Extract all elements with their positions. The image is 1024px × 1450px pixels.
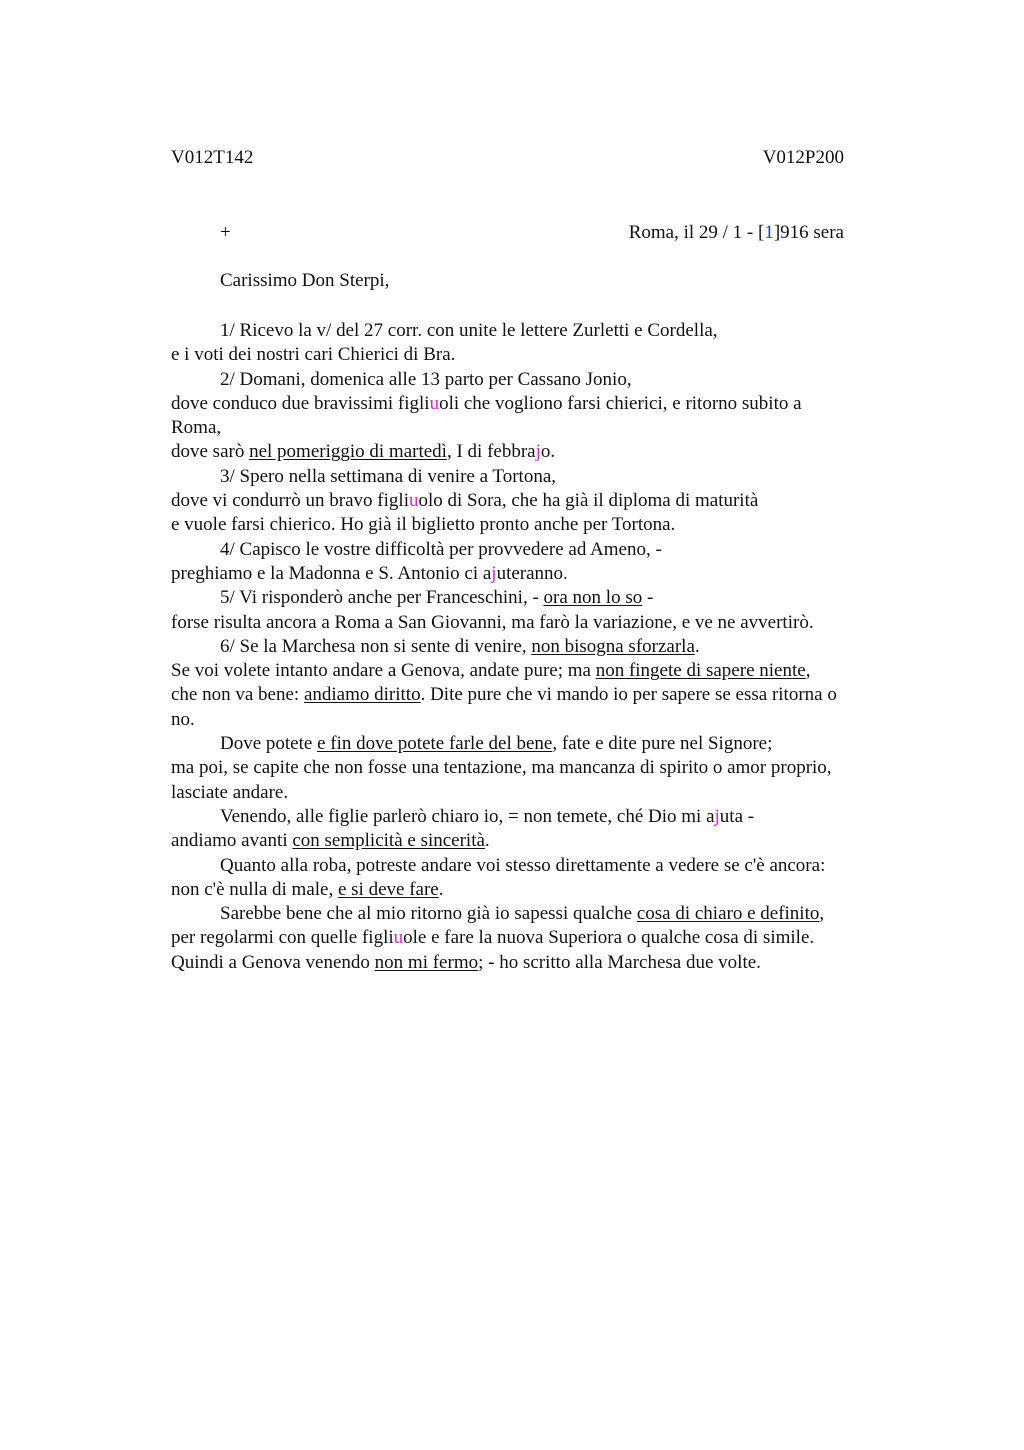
text-segment: . [694,635,700,657]
editorial-letter: j [714,805,720,827]
text-segment: . Dite pure che vi mando io per sapere se essa ritorna o [420,684,837,706]
text-segment: dove vi condurrò un bravo figli [171,490,409,512]
letter-line [171,465,901,489]
text-segment: ; - ho scritto alla Marchesa due volte. [478,951,761,973]
text-segment: ole e fare la nuova Superiora o qualche cosa di simile. [403,927,815,949]
letter-line [171,926,901,950]
letter-line [171,392,901,416]
text-segment: no. [171,708,195,730]
letter-line [171,368,901,392]
letter-line [171,635,901,659]
text-segment: preghiamo e la Madonna e S. Antonio ci a [171,562,492,584]
text-segment: oli che vogliono farsi chierici, e ritorno subito a [439,392,802,414]
text-segment: ma poi, se capite che non fosse una tentazione, ma mancanza di spirito o amor proprio, [171,757,832,779]
letter-line [171,319,901,343]
letter-line [171,683,901,707]
text-segment: . [484,830,490,852]
editorial-letter: u [429,392,440,414]
letter-line [171,513,901,537]
letter-line [171,562,901,586]
text-segment: dove sarò [171,441,250,463]
text-segment: 5/ Vi risponderò anche per Franceschini, - [220,587,544,609]
underlined-text: non fingete di sapere niente [595,660,806,682]
text-segment: dove conduco due bravissimi figli [171,392,430,414]
text-segment: - [642,587,654,609]
text-segment: 1/ Ricevo la v/ del 27 corr. con unite le lettere Zurletti e Cordella, [220,320,718,341]
document-code-left: V012T142 [171,147,254,168]
text-segment: olo di Sora, che ha già il diploma di maturità [418,490,759,512]
underlined-text: non mi fermo [374,951,479,973]
text-segment: per regolarmi con quelle figli [171,927,394,949]
text-segment: e vuole farsi chierico. Ho già il biglietto pronto anche per Tortona. [171,514,676,536]
text-segment: forse risulta ancora a Roma a San Giovanni, ma farò la variazione, e ve ne avvertirò. [171,611,814,633]
letter-line [171,732,901,756]
text-segment: , [805,660,811,682]
text-segment: che non va bene: [171,684,304,706]
text-segment: Dove potete [220,733,318,755]
letter-body [171,319,901,975]
text-segment: , [819,903,825,925]
editorial-letter: u [408,490,419,512]
text-segment: , I di febbra [446,441,536,463]
text-segment: Quindi a Genova venendo [171,951,375,973]
underlined-text: ora non lo so [543,587,643,609]
text-segment: lasciate andare. [171,781,289,803]
dateline-restored-digit: 1 [764,222,774,243]
text-segment: Se voi volete intanto andare a Genova, andate pure; ma [171,660,596,682]
dateline-before: Roma, il 29 / 1 - [ [628,222,765,243]
text-segment: uta - [719,805,755,827]
underlined-text: con semplicità e sincerità [292,830,485,852]
text-segment: 2/ Domani, domenica alle 13 parto per Cassano Jonio, [220,368,632,390]
dateline-after: ]916 sera [773,222,844,243]
editorial-letter: j [491,562,497,584]
letter-line [171,805,901,829]
underlined-text: e si deve fare [337,878,439,900]
text-segment: 3/ Spero nella settimana di venire a Tortona, [220,465,556,487]
text-segment: uteranno. [496,562,568,584]
letter-line [171,781,901,805]
text-segment: non c'è nulla di male, [171,878,338,900]
text-segment: Sarebbe bene che al mio ritorno già io sapessi qualche [220,903,637,925]
text-segment: . [438,878,444,900]
editorial-letter: u [393,927,404,949]
salutation: Carissimo Don Sterpi, [220,270,390,291]
editorial-letter: j [535,441,541,463]
text-segment: o. [540,441,556,463]
letter-line [171,489,901,513]
text-segment: andiamo avanti [171,830,293,852]
letter-line [171,854,901,878]
text-segment: e i voti dei nostri cari Chierici di Bra. [171,344,456,366]
cross-symbol: + [220,222,231,243]
letter-line [171,440,901,464]
letter-line [171,756,901,780]
underlined-text: nel pomeriggio di martedì [249,441,447,463]
letter-line [171,343,901,367]
text-segment: Roma, [171,417,222,439]
text-segment: Quanto alla roba, potreste andare voi stesso direttamente a vedere se c'è ancora: [220,854,826,876]
letter-line [171,416,901,440]
letter-line [171,586,901,610]
letter-line [171,902,901,926]
text-segment: , fate e dite pure nel Signore; [552,733,773,755]
letter-line [171,538,901,562]
dateline [629,222,844,244]
underlined-text: non bisogna sforzarla [531,635,695,657]
text-segment: 4/ Capisco le vostre difficoltà per provvedere ad Ameno, - [220,538,662,560]
letter-line [171,878,901,902]
underlined-text: cosa di chiaro e definito [636,903,820,925]
text-segment: 6/ Se la Marchesa non si sente di venire, [220,635,532,657]
underlined-text: andiamo diritto [303,684,421,706]
letter-line [171,659,901,683]
letter-line [171,611,901,635]
document-code-right: V012P200 [762,147,844,168]
text-segment: Venendo, alle figlie parlerò chiaro io, = non temete, ché Dio mi a [220,805,715,827]
letter-line [171,829,901,853]
letter-line [171,951,901,975]
letter-line [171,708,901,732]
underlined-text: e fin dove potete farle del bene [317,733,553,755]
